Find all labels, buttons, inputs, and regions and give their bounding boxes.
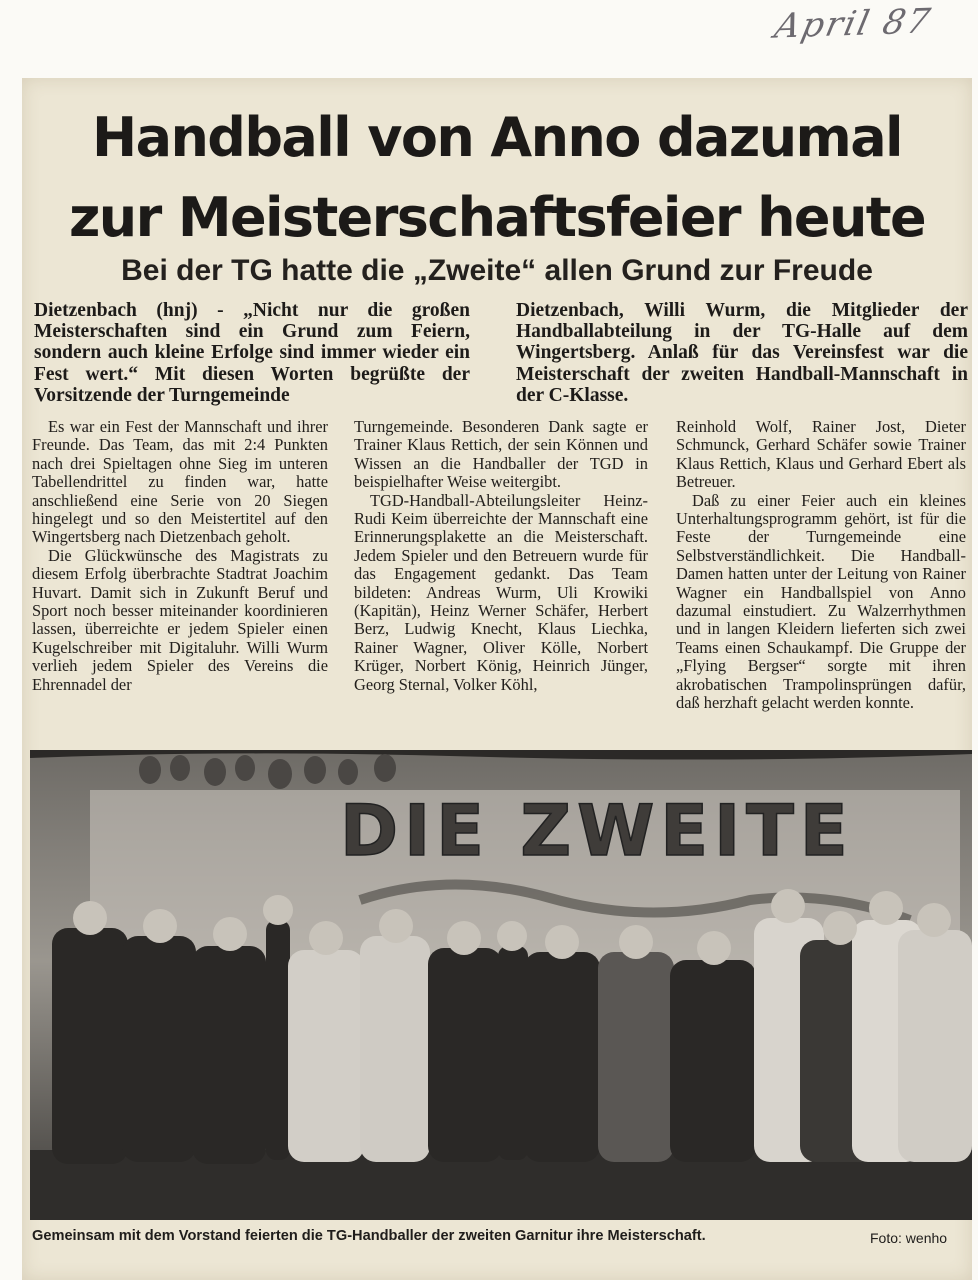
article-column-1 xyxy=(32,418,328,694)
photo-banner-text: DIE ZWEITE xyxy=(340,790,854,872)
photo-credit: Foto: wenho xyxy=(870,1230,948,1246)
lead-paragraph-right: Dietzenbach, Willi Wurm, die Mitglieder der Handballabteilung in der TG-Halle auf dem Wingertsberg. Anlaß für das Vereinsfest war die Meisterschaft der zweiten Handball-Mannschaft in der C-Klasse. xyxy=(516,300,968,406)
column-1-paragraph-2: Die Glückwünsche des Magistrats zu diesem Erfolg überbrachte Stadtrat Joachim Huvart. Damit sich in Zukunft Beruf und Sport noch besser miteinander koordinieren lassen, überreichte er jedem Spieler einen Kugelschreiber mit Digitaluhr. Willi Wurm verlieh jedem Spieler des Vereins die Ehrennadel der xyxy=(32,545,328,694)
article-column-2 xyxy=(354,418,648,694)
headline-line-1: Handball von Anno dazumal xyxy=(92,106,902,169)
headline-line-2: zur Meisterschaftsfeier heute xyxy=(68,186,926,249)
handwritten-date-note xyxy=(771,1,966,50)
column-3-paragraph-1: Reinhold Wolf, Rainer Jost, Dieter Schmunck, Gerhard Schäfer sowie Trainer Klaus Rettich, Klaus und Gerhard Ebert als Betreuer. xyxy=(676,417,966,492)
lead-paragraph-left: Dietzenbach (hnj) - „Nicht nur die großen Meisterschaften sind ein Grund zum Feiern, sondern auch kleine Erfolge sind immer wieder ein Fest wert.“ Mit diesen Worten begrüßte der Vorsitzende der Turngemeinde xyxy=(34,300,470,406)
handwritten-date-text: April 87 xyxy=(771,1,936,47)
team-photo-illustration xyxy=(30,750,972,1220)
column-3-paragraph-2: Daß zu einer Feier auch ein kleines Unterhaltungsprogramm gehört, ist für die Feste der Turngemeinde eine Selbstverständlichkeit. Die Handball-Damen hatten unter der Leitung von Rainer Wagner ein Handballspiel von Anno dazumal einstudiert. Zu Walzerrhythmen und in langen Kleidern lieferten sich zwei Teams einen Schaukampf. Die Gruppe der „Flying Bergser“ sorgte mit ihren akrobatischen Trampolinsprüngen dafür, daß herzhaft gelacht werden konnte. xyxy=(676,490,966,713)
photo-caption: Gemeinsam mit dem Vorstand feierten die TG-Handballer der zweiten Garnitur ihre Meisterschaft. xyxy=(32,1228,706,1244)
column-2-paragraph-2: TGD-Handball-Abteilungsleiter Heinz-Rudi Keim überreichte der Mannschaft eine Erinnerungsplakette an die Meisterschaft. Jedem Spieler und den Betreuern wurde für das Engagement gedankt. Das Team bildeten: Andreas Wurm, Uli Krowiki (Kapitän), Heinz Werner Schäfer, Herbert Berz, Ludwig Knecht, Klaus Liechka, Rainer Wagner, Oliver Kölle, Norbert Krüger, Norbert König, Heinrich Jünger, Georg Sternal, Volker Köhl, xyxy=(354,490,648,694)
team-group-photo xyxy=(30,750,972,1220)
newspaper-clipping xyxy=(22,78,972,1280)
subheadline: Bei der TG hatte die „Zweite“ allen Grund zur Freude xyxy=(121,254,873,287)
column-2-paragraph-1: Turngemeinde. Besonderen Dank sagte er Trainer Klaus Rettich, der sein Können und Wissen an die Handballer der TGD in beispielhafter Weise weitergibt. xyxy=(354,417,648,492)
article-column-3 xyxy=(676,418,966,713)
column-1-paragraph-1: Es war ein Fest der Mannschaft und ihrer Freunde. Das Team, das mit 2:4 Punkten nach drei Spieltagen ohne Sieg im unteren Tabellendrittel zu finden war, hatte anschließend eine Serie von 20 Siegen hingelegt und so den Meistertitel auf den Wingertsberg nach Dietzenbach geholt. xyxy=(32,417,328,547)
